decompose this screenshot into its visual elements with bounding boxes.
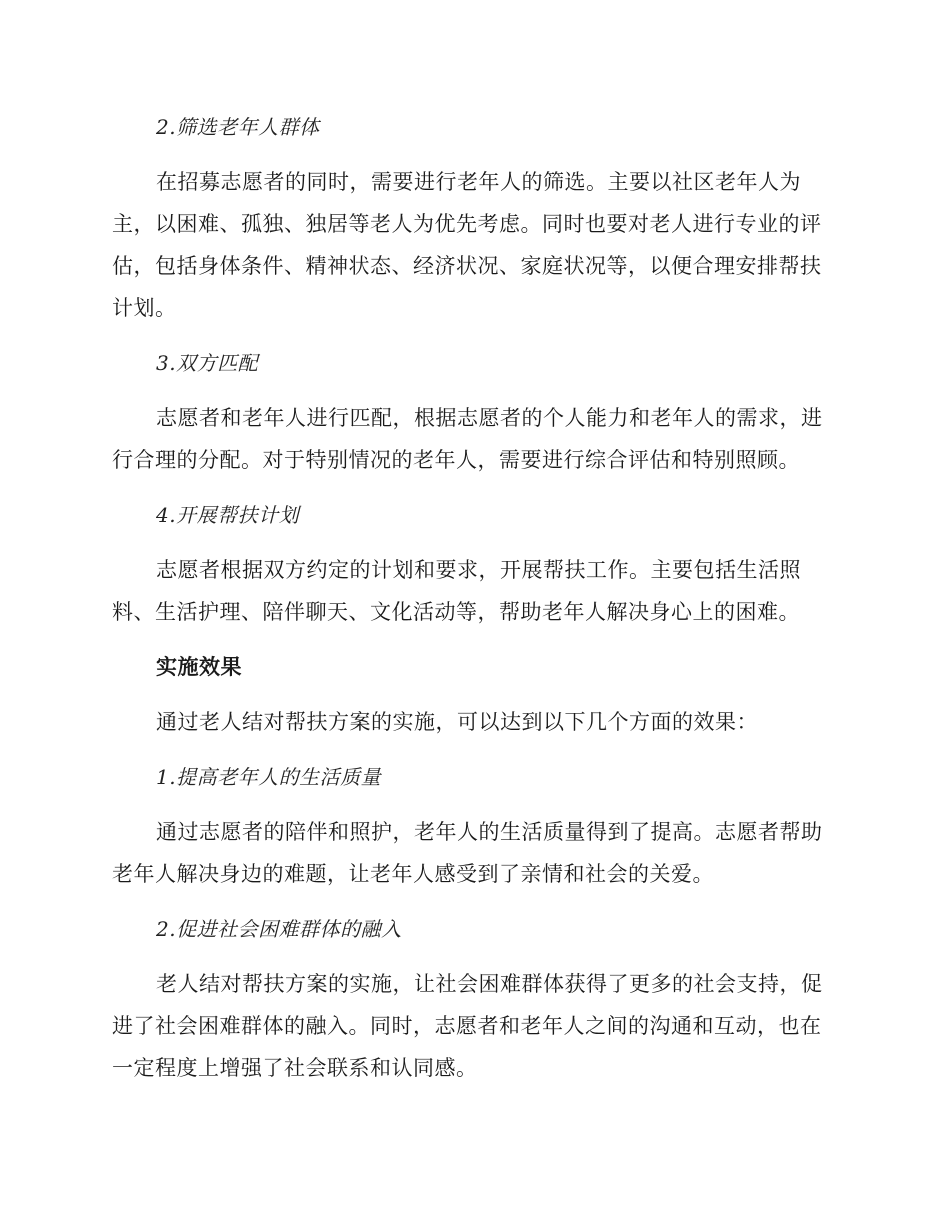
paragraph-line: 通过老人结对帮扶方案的实施，可以达到以下几个方面的效果：	[156, 710, 758, 734]
paragraph-line: 计划。	[112, 296, 177, 320]
paragraph-line: 料、生活护理、陪伴聊天、文化活动等，帮助老年人解决身心上的困难。	[112, 600, 800, 624]
paragraph-line: 通过志愿者的陪伴和照护，老年人的生活质量得到了提高。志愿者帮助	[156, 820, 823, 844]
paragraph-line: 行合理的分配。对于特别情况的老年人，需要进行综合评估和特别照顾。	[112, 448, 800, 472]
section-title-effects: 实施效果	[156, 655, 242, 679]
paragraph-line: 主，以困难、孤独、独居等老人为优先考虑。同时也要对老人进行专业的评	[112, 212, 822, 236]
section-heading-matching: 3.双方匹配	[156, 351, 259, 375]
section-heading-quality: 1.提高老年人的生活质量	[156, 765, 382, 789]
paragraph-line: 进了社会困难群体的融入。同时，志愿者和老年人之间的沟通和互动，也在	[112, 1014, 822, 1038]
paragraph-line: 在招募志愿者的同时，需要进行老年人的筛选。主要以社区老年人为	[156, 170, 801, 194]
section-heading-integration: 2.促进社会困难群体的融入	[156, 917, 402, 941]
paragraph-line: 志愿者根据双方约定的计划和要求，开展帮扶工作。主要包括生活照	[156, 558, 801, 582]
paragraph-line: 老人结对帮扶方案的实施，让社会困难群体获得了更多的社会支持，促	[156, 972, 823, 996]
section-heading-plan: 4.开展帮扶计划	[156, 503, 300, 527]
paragraph-line: 老年人解决身边的难题，让老年人感受到了亲情和社会的关爱。	[112, 862, 714, 886]
paragraph-line: 志愿者和老年人进行匹配，根据志愿者的个人能力和老年人的需求，进	[156, 406, 823, 430]
paragraph-line: 估，包括身体条件、精神状态、经济状况、家庭状况等，以便合理安排帮扶	[112, 254, 822, 278]
section-heading-screening: 2.筛选老年人群体	[156, 115, 320, 139]
paragraph-line: 一定程度上增强了社会联系和认同感。	[112, 1056, 478, 1080]
